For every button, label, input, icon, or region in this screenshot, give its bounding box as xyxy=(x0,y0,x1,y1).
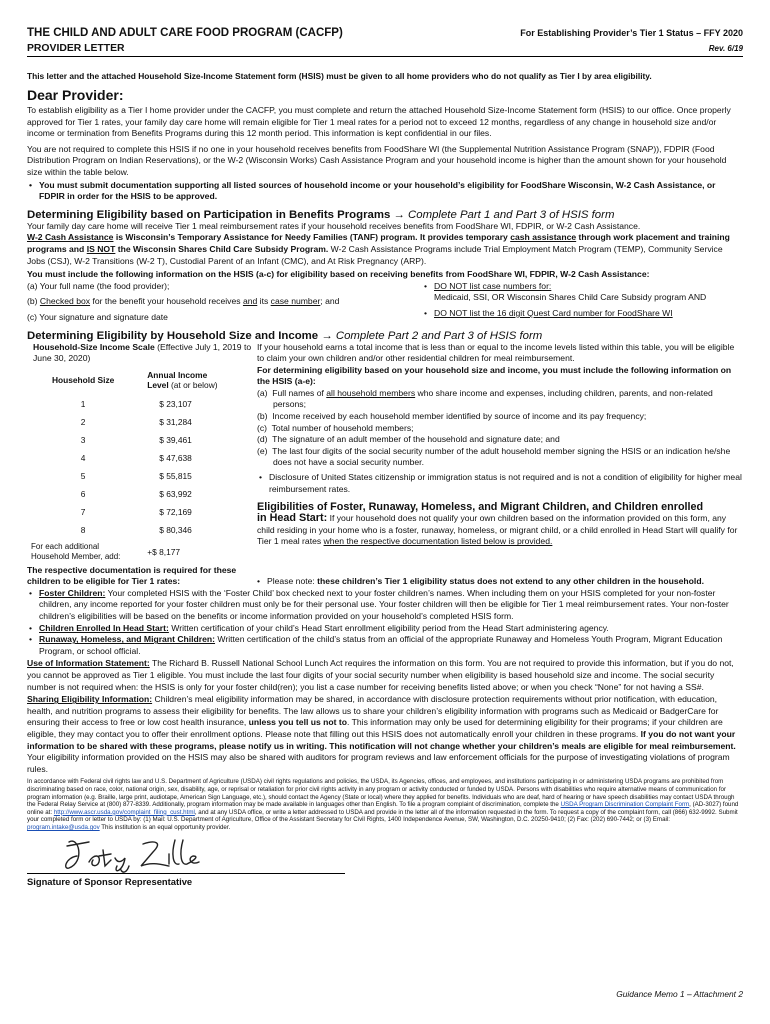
col-income-b: Level xyxy=(147,379,169,390)
foster-label: Foster Children: xyxy=(39,587,106,598)
row-income: $ 23,107 xyxy=(159,398,192,409)
greeting: Dear Provider: xyxy=(27,87,124,103)
col-income-a: Annual Income xyxy=(147,369,208,380)
row-income: $ 63,992 xyxy=(159,488,192,499)
row-size: 8 xyxy=(80,524,86,535)
table-row xyxy=(27,485,255,503)
sec2-right-p1: If your household earns a total income that is less than or equal to the income levels listed within this table, you will be eligible to claim your own children and/or other residential children for meal reimbursement. xyxy=(257,341,735,364)
item-b-pre: (b) xyxy=(27,296,40,307)
sec1-heading-text: Determining Eligibility based on Participation in Benefits Programs xyxy=(27,208,391,221)
sec3-note-row xyxy=(27,565,743,588)
scale-title-text: Household-Size Income Scale xyxy=(33,341,155,352)
intro-text: This letter and the attached Household Size-Income Statement form (HSIS) must be given to all home providers who do not qualify as Tier I by area eligibility. xyxy=(27,71,652,81)
item-b-end: ; and xyxy=(320,296,340,307)
sec3-body-underlined: when the respective documentation listed below is provided. xyxy=(323,536,553,547)
sec3-heading-1: Eligibilities of Foster, Runaway, Homeless, and Migrant Children, and Children enrolled xyxy=(257,501,704,514)
row-income: $ 39,461 xyxy=(159,434,192,445)
row-size: 6 xyxy=(80,488,86,499)
item-b-mid: for the benefit your household receives xyxy=(90,296,243,307)
item-b-u3: case number xyxy=(270,296,321,307)
dnl-quest-card: • DO NOT list the 16 digit Quest Card number for FoodShare WI xyxy=(422,308,743,320)
sec3-heading-2: in Head Start: xyxy=(257,512,328,525)
signature-label: Signature of Sponsor Representative xyxy=(27,875,193,887)
sec1-heading xyxy=(27,209,743,221)
sec1-right-list xyxy=(422,281,743,324)
row-size: 5 xyxy=(80,470,86,481)
id-text: The signature of an adult member of the household and signature date; and xyxy=(272,434,560,445)
item-ie: (e) The last four digits of the social security number of the adult household member signing the HSIS or an indication he/she does not have a social security number. xyxy=(257,445,731,468)
item-c: (c) Your signature and signature date xyxy=(27,311,168,322)
headstart-text: Written certification of your child’s Head Start enrollment eligibility period from the Head Start administering agency. xyxy=(168,622,609,633)
header-row xyxy=(27,27,743,39)
item-b-mid2: its xyxy=(257,296,271,307)
signature-image xyxy=(59,832,229,876)
sec1-w2 xyxy=(27,232,743,267)
w2-e: the Wisconsin Shares Child Care Subsidy Program. xyxy=(115,243,329,254)
scale-title xyxy=(27,342,255,365)
row-size: 4 xyxy=(80,452,86,463)
sec1-p1: Your family day care home will receive Tier 1 meal reimbursement rates if your household receives benefits from FoodShare WI, FDPIR, or W-2 Cash Assistance. xyxy=(27,220,641,231)
item-ic: (c) Total number of household members; xyxy=(257,422,414,433)
sharing-bold-1: unless you tell us not to xyxy=(248,717,348,728)
sec2-right-bold: For determining eligibility based on your household size and income, you must include the following information on the HSIS (a-e): xyxy=(257,364,732,387)
foster-item xyxy=(27,588,743,623)
runaway-label: Runaway, Homeless, and Migrant Children: xyxy=(39,634,216,645)
complaint-form-link[interactable]: USDA Program Discrimination Complaint Form xyxy=(560,801,690,809)
use-info-text: The Richard B. Russell National School Lunch Act requires the information on this form. You are not required to provide this information, but if you do not, you cannot be approved as Tier 1 eligible. You must include the last four digits of your social security number when eligibility is based household size and income. The social security number is not required when: the HSIS is only for your foster child(ren); you list a case number for receiving benefits listed above; or when you check “None” for not having a SS#. xyxy=(27,658,734,692)
ia-u: all household members xyxy=(326,387,416,398)
runaway-text: Written certification of the child’s status from an official of the appropriate Runaway and Homeless Youth Program, Migrant Education Program, or school official. xyxy=(39,634,723,656)
income-table-header xyxy=(27,365,255,395)
table-row-additional xyxy=(27,539,255,565)
income-scale xyxy=(27,342,255,565)
item-a: (a) Your full name (the food provider); xyxy=(27,280,170,291)
fine-print xyxy=(27,778,743,831)
sharing-text-1: Children’s meal eligibility information may be shared, in accordance with disclosure protection requirements without prior notification, with education, health, and nutrition programs to assess their eligibility for benefits. The law allows us to share your children’s eligibility information with programs such as Medicaid or BadgerCare for ensuring their access to free or low cost health insurance, xyxy=(27,694,719,728)
note-pre: Please note: xyxy=(267,575,318,586)
sharing-bold-2: If you do not want your information to be shared with these programs, please notify us in writing. This notification will not change whether your children’s meals are eligible for meal reimbursement. xyxy=(27,729,736,751)
footer-text: Guidance Memo 1 – Attachment 2 xyxy=(616,989,743,999)
col-household-size: Household Size xyxy=(51,374,115,385)
row-size: 3 xyxy=(80,434,86,445)
sec1-lists xyxy=(27,281,743,324)
table-row xyxy=(27,413,255,431)
foster-text: Your completed HSIS with the ‘Foster Child’ box checked next to your foster children’s names. When including them on your HSIS completed for your non-foster children, any income reported for your foster children must only be for their personal use. Your foster children will then be eligible for Tier 1 meal reimbursement rates. Your non-foster children’s eligibilities will be based on the benefits or income information provided on your household’s completed HSIS form. xyxy=(39,587,729,622)
item-id: (d) The signature of an adult member of the household and signature date; and xyxy=(257,434,560,445)
para-1: To establish eligibility as a Tier I home provider under the CACFP, you must complete and return the attached Household Size-Income Statement form (HSIS) to our office. Once properly approved for Tier 1 rates, your family day care home will remain eligible for Tier 1 meal rates for a period not to exceed 12 months, regardless of any change in household size and/or income or termination from Benefits Programs during this 12 month period. This information is kept confidential in our files. xyxy=(27,105,731,139)
ie-text: The last four digits of the social security number of the adult household member signing the HSIS or an indication he/she does not have a social security number. xyxy=(272,445,731,468)
sharing-label: Sharing Eligibility Information: xyxy=(27,694,153,705)
w2-c: through work placement and training programs and xyxy=(27,232,730,254)
dnl-case-numbers-detail: Medicaid, SSI, OR Wisconsin Shares Child Care Subsidy program AND xyxy=(434,292,707,303)
sec1-left-list xyxy=(27,281,422,324)
table-row xyxy=(27,449,255,467)
ic-text: Total number of household members; xyxy=(271,422,414,433)
fine-print-3: , and at any USDA office, or write a letter addressed to USDA and provide in the letter all of the information requested in the form. To request a copy of the complaint form, call (866) 632-9992. Submit your completed form or letter to USDA by: (1) Mail: U.S. Department of Agriculture, Office of the Assistant Secretary for Civil Rights, 1400 Independence Avenue, SW, Washington, D.C. 20250-9410; (2) Fax: (202) 690-7442; or (3) Email: xyxy=(27,808,738,824)
fine-print-4: This institution is an equal opportunity provider. xyxy=(99,823,231,831)
table-row xyxy=(27,467,255,485)
headstart-label: Children Enrolled In Head Start: xyxy=(39,622,169,633)
w2-f: W-2 Cash Assistance Programs include Trial Employment Match Program (TEMP), Community Service Jobs (CSJ), W-2 Transitions (W-2 T), Custodial Parent of an Infant (CMC), and At Risk Pregnancy (ARP). xyxy=(27,243,723,266)
item-ib: (b) Income received by each household member identified by source of income and its pay frequency; xyxy=(257,411,647,422)
w2-d: IS NOT xyxy=(86,243,116,254)
item-ia: (a) Full names of all household members who share income and expenses, including children, parents, and non-related persons; xyxy=(257,387,713,410)
col-income-level xyxy=(139,365,255,395)
w2-label: W-2 Cash Assistance xyxy=(27,232,114,243)
header-rule xyxy=(27,56,743,57)
sec3-body xyxy=(257,513,743,548)
w2-a: is Wisconsin’s Temporary Assistance for Needy Families (TANF) program. It provides temporary xyxy=(113,232,511,243)
row-income: $ 55,815 xyxy=(159,470,192,481)
bullet-submit: • You must submit documentation supporting all listed sources of household income or your household’s eligibility for FoodShare Wisconsin, W-2 Cash Assistance, or FDPIR in order for the HSIS to be approved. xyxy=(27,180,743,203)
ib-text: Income received by each household member identified by source of income and its pay frequency; xyxy=(272,411,647,422)
row-income: $ 80,346 xyxy=(159,524,192,535)
sec2-right xyxy=(255,342,743,565)
sharing-info xyxy=(27,694,743,775)
sec3-body-text: If your household does not qualify your own children based on the information provided on this form, any child residing in your home who is a foster, runaway, homeless, or migrant child, or a child enrolled in Head Start will qualify for Tier 1 meal rates xyxy=(257,513,738,547)
revision: Rev. 6/19 xyxy=(708,44,743,53)
table-row xyxy=(27,503,255,521)
fine-print-1: In accordance with Federal civil rights law and U.S. Department of Agriculture (USDA) civil rights regulations and policies, the USDA, its Agencies, offices, and employees, and institutions participating in or administering USDA programs are prohibited from discriminating based on race, color, national origin, sex, disability, age, or reprisal or retaliation for prior civil rights activity in any program or activity conducted or funded by USDA. Persons with disabilities who require alternative means of communication for program information (e.g. Braille, large print, audiotape, American Sign Language, etc.), should contact the Agency (State or local) where they applied for benefits. Individuals who are deaf, hard of hearing or have speech disabilities may contact USDA through the Federal Relay Service at (800) 877-8339. Additionally, program information may be made available in languages other than English. To file a program complaint of discrimination, complete the xyxy=(27,778,735,809)
doc-subtitle: PROVIDER LETTER xyxy=(27,43,125,54)
table-row xyxy=(27,521,255,539)
ia-pre: Full names of xyxy=(272,387,327,398)
sec1-must-include: You must include the following information on the HSIS (a-c) for eligibility based on receiving benefits from FoodShare WI, FDPIR, W-2 Cash Assistance: xyxy=(27,269,650,280)
runaway-item xyxy=(27,634,743,657)
table-row xyxy=(27,395,255,413)
row-income: $ 47,638 xyxy=(159,452,192,463)
header-row-2 xyxy=(27,43,743,54)
sec3-note xyxy=(255,576,743,588)
scale-dates: (Effective July 1, 2019 to June 30, 2020) xyxy=(33,341,252,364)
item-b-u2: and xyxy=(242,296,258,307)
provider-letter xyxy=(27,27,743,887)
sec2-columns xyxy=(27,342,743,565)
sec2-heading-text: Determining Eligibility by Household Size and Income xyxy=(27,329,319,342)
table-row xyxy=(27,431,255,449)
sec1-heading-italic: → Complete Part 1 and Part 3 of HSIS form xyxy=(393,208,615,221)
headstart-item xyxy=(27,623,743,635)
signature-area xyxy=(27,832,345,876)
para-2: You are not required to complete this HSIS if no one in your household receives benefits from FoodShare WI (the Supplemental Nutrition Assistance Program (SNAP)), FDPIR (Food Distribution Program on Indian Reservations), or the W-2 (Wisconsin Works) Cash Assistance Program and your household income is higher than the amount shown for your household size within the table below. xyxy=(27,143,727,177)
income-table xyxy=(27,365,255,565)
row-size: 7 xyxy=(80,506,86,517)
note-bold: these children’s Tier 1 eligibility status does not extend to any other children in the household. xyxy=(317,575,704,586)
email-link[interactable]: program.intake@usda.gov xyxy=(27,823,100,831)
row-size: 2 xyxy=(80,416,86,427)
doc-title: THE CHILD AND ADULT CARE FOOD PROGRAM (CACFP) xyxy=(27,27,343,39)
addl-label: For each additional Household Member, add: xyxy=(31,541,121,561)
use-info xyxy=(27,658,743,693)
addl-value: +$ 8,177 xyxy=(147,546,181,557)
col-income-c: (at or below) xyxy=(168,379,218,390)
sec2-heading-italic: → Complete Part 2 and Part 3 of HSIS form xyxy=(321,329,543,342)
dnl-case-numbers: • DO NOT list case numbers for: xyxy=(422,281,743,293)
ia-post: who share income and expenses, including children, parents, and non-related persons; xyxy=(273,387,713,410)
row-income: $ 31,284 xyxy=(159,416,192,427)
item-b xyxy=(27,296,422,308)
sharing-text-3: Your eligibility information provided on the HSIS may also be shared with auditors for program reviews and law enforcement officials for the purpose of investigating violations of program rules. xyxy=(27,752,730,774)
row-size: 1 xyxy=(80,398,86,409)
w2-b: cash assistance xyxy=(510,232,577,243)
sec2-heading xyxy=(27,330,743,342)
disclosure: • Disclosure of United States citizenship or immigration status is not required and is not a condition of eligibility for higher meal reimbursement rates. xyxy=(257,472,743,495)
use-info-label: Use of Information Statement: xyxy=(27,658,150,669)
signature-line xyxy=(27,873,345,874)
sec3-left-bold: The respective documentation is required for these children to be eligible for Tier 1 rates: xyxy=(27,564,237,587)
tier-status: For Establishing Provider’s Tier 1 Status – FFY 2020 xyxy=(520,28,743,38)
fine-print-2: , (AD-3027) found online at: xyxy=(27,801,739,816)
row-income: $ 72,169 xyxy=(159,506,192,517)
item-b-u1: Checked box xyxy=(39,296,91,307)
sharing-text-2: . This information may only be used for determining eligibility for their programs; if your children are eligible, they may contact you to offer their enrollment options. Please note that filling out this HSIS does not automatically enroll your children in these programs. xyxy=(27,717,723,739)
ascr-url-link[interactable]: http://www.ascr.usda.gov/complaint_filing_cust.html xyxy=(53,808,195,816)
